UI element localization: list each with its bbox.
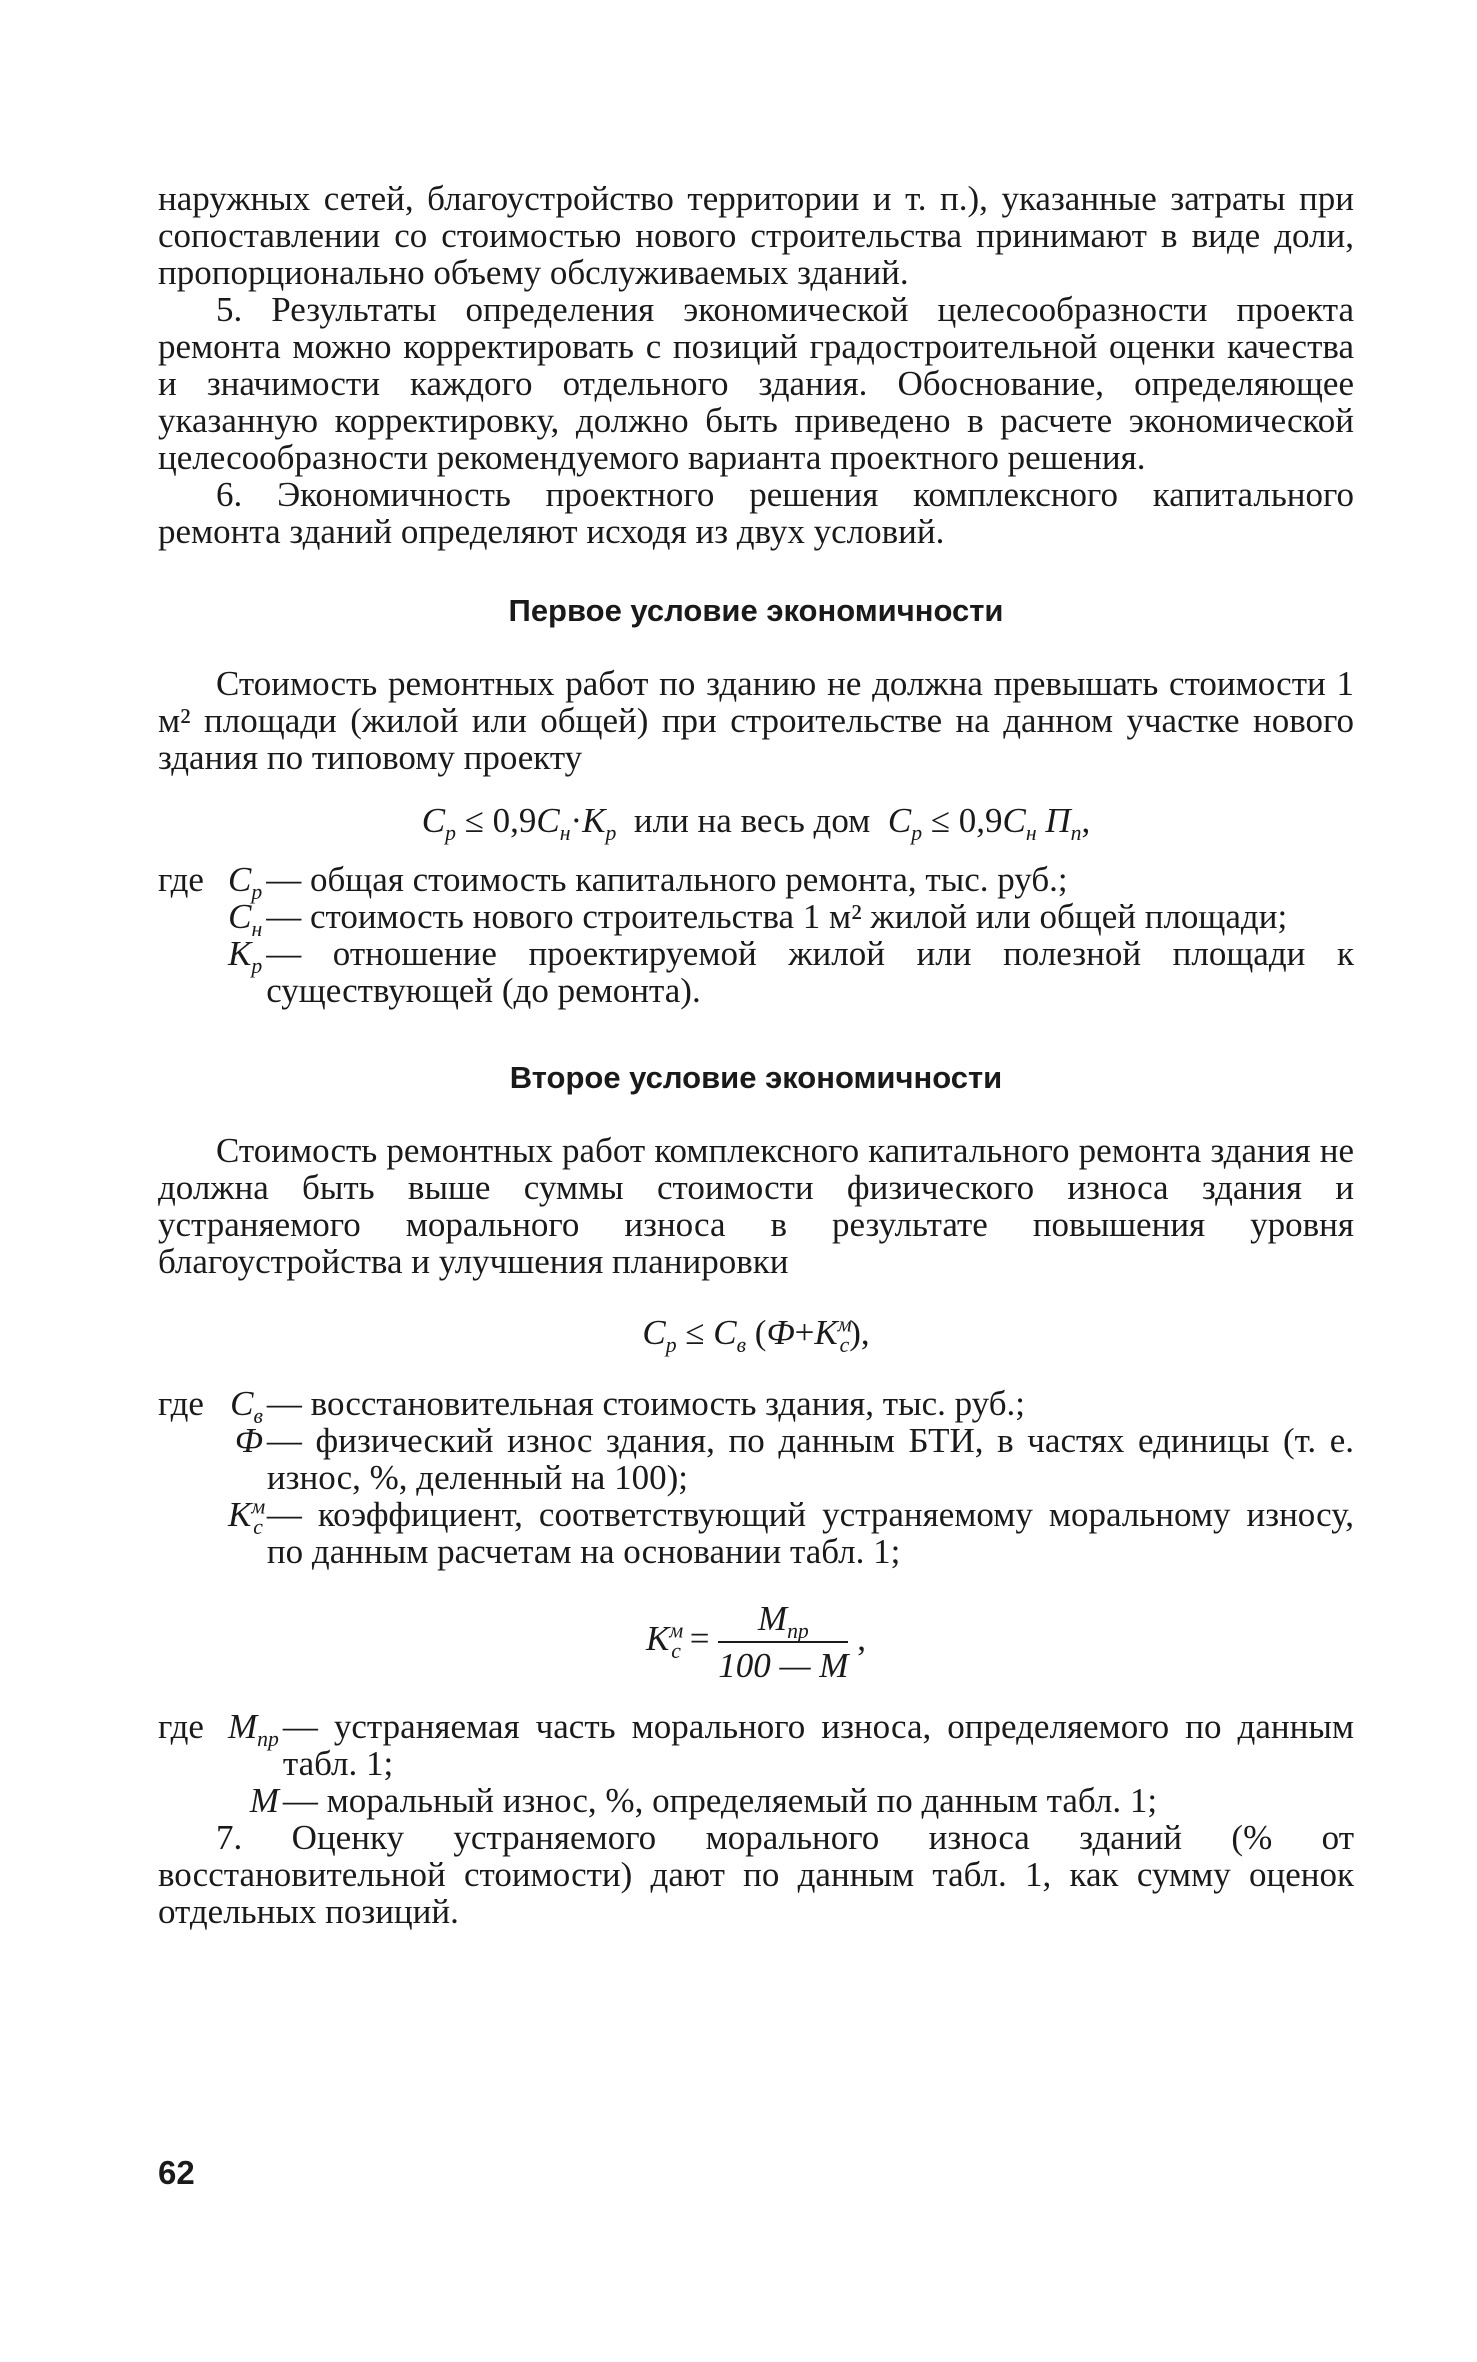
definition-row: [158, 898, 1354, 935]
definition-text: — устраняемая часть морального износа, определяемого по данным табл. 1;: [282, 1707, 1354, 1783]
section-heading-second-condition: Второе условие экономичности: [509, 1060, 1003, 1095]
where-label: где: [158, 1384, 204, 1423]
definition-symbol: $C_р$: [228, 860, 263, 904]
definition-text: — физический износ здания, по данным БТИ, в частях единицы (т. е. износ, %, деленный на 100);: [266, 1421, 1354, 1497]
definition-text: — общая стоимость капитального ремонта, тыс. руб.;: [266, 860, 1068, 899]
page-number: 62: [158, 2154, 195, 2191]
first-condition-definitions: [158, 861, 1354, 1009]
definition-row: [158, 1422, 1354, 1496]
definition-row: [158, 1782, 1354, 1819]
formula-moral-wear-coefficient: $K^м_с$ = $\frac{M_{пр}}{100 — M}$ ,: [646, 1599, 866, 1685]
definition-symbol: $K^м_с$: [228, 1494, 266, 1539]
second-condition-definitions: [158, 1385, 1354, 1570]
definition-text: — отношение проектируемой жилой или полезной площади к существующей (до ремонта).: [266, 934, 1354, 1010]
fraction: $\frac{M_{пр}}{100 — M}$: [718, 1599, 849, 1685]
paragraph-item-5: 5. Результаты определения экономической целесообразности проекта ремонта можно корректировать с позиций градостроительной оценки качества и значимости каждого отдельного здания. Обоснование, определяющее указанную корректировку, должно быть приведено в расчете экономической целесообразности рекомендуемого варианта проектного решения.: [158, 290, 1354, 477]
paragraph-item-6: 6. Экономичность проектного решения комплексного капитального ремонта зданий определяют исходя из двух условий.: [158, 475, 1354, 551]
definition-symbol: $C_в$: [230, 1384, 263, 1428]
definition-text: — моральный износ, %, определяемый по данным табл. 1;: [282, 1781, 1158, 1820]
definition-row: [158, 1496, 1354, 1570]
formula-second-condition: $C_р \le C_в$ $(Ф+K^м_с)$,: [642, 1312, 870, 1357]
definition-row: [158, 1708, 1354, 1782]
where-label: где: [158, 1707, 204, 1746]
formula-first-condition: $C_р \le 0,9C_н\cdot K_р$ или на весь дом $C_р \le 0,9C_н$ $П_п$,: [421, 801, 1091, 845]
definition-row: [158, 935, 1354, 1009]
second-condition-text: Стоимость ремонтных работ комплексного капитального ремонта здания не должна быть выше суммы стоимости физического износа здания и устраняемого морального износа в результате повышения уровня благоустройства и улучшения планировки: [158, 1131, 1354, 1281]
definition-text: — коэффициент, соответствующий устраняемому моральному износу, по данным расчетам на основании табл. 1;: [266, 1495, 1354, 1571]
definition-row: [158, 1385, 1354, 1422]
definition-symbol: $C_н$: [228, 897, 263, 941]
paragraph-continuation: наружных сетей, благоустройство территории и т. п.), указанные затраты при сопоставлении со стоимостью нового строительства принимают в виде доли, пропорционально объему обслуживаемых зданий.: [158, 179, 1354, 292]
definition-symbol: M: [249, 1781, 279, 1820]
definition-symbol: $K_р$: [228, 934, 263, 978]
where-label: где: [158, 860, 204, 899]
definition-text: — стоимость нового строительства 1 м² жилой или общей площади;: [266, 897, 1288, 936]
definition-symbol: Ф: [234, 1421, 263, 1460]
definition-row: [158, 861, 1354, 898]
first-condition-text: Стоимость ремонтных работ по зданию не должна превышать стоимости 1 м² площади (жилой или общей) при строительстве на данном участке нового здания по типовому проекту: [158, 664, 1354, 777]
paragraph-item-7: 7. Оценку устраняемого морального износа зданий (% от восстановительной стоимости) дают по данным табл. 1, как сумму оценок отдельных позиций.: [158, 1818, 1354, 1931]
definition-text: — восстановительная стоимость здания, тыс. руб.;: [266, 1384, 1025, 1423]
page-body: [158, 180, 1354, 1930]
section-heading-first-condition: Первое условие экономичности: [508, 593, 1004, 628]
definition-symbol: $M_{пр}$: [228, 1707, 279, 1751]
coefficient-definitions: [158, 1708, 1354, 1819]
